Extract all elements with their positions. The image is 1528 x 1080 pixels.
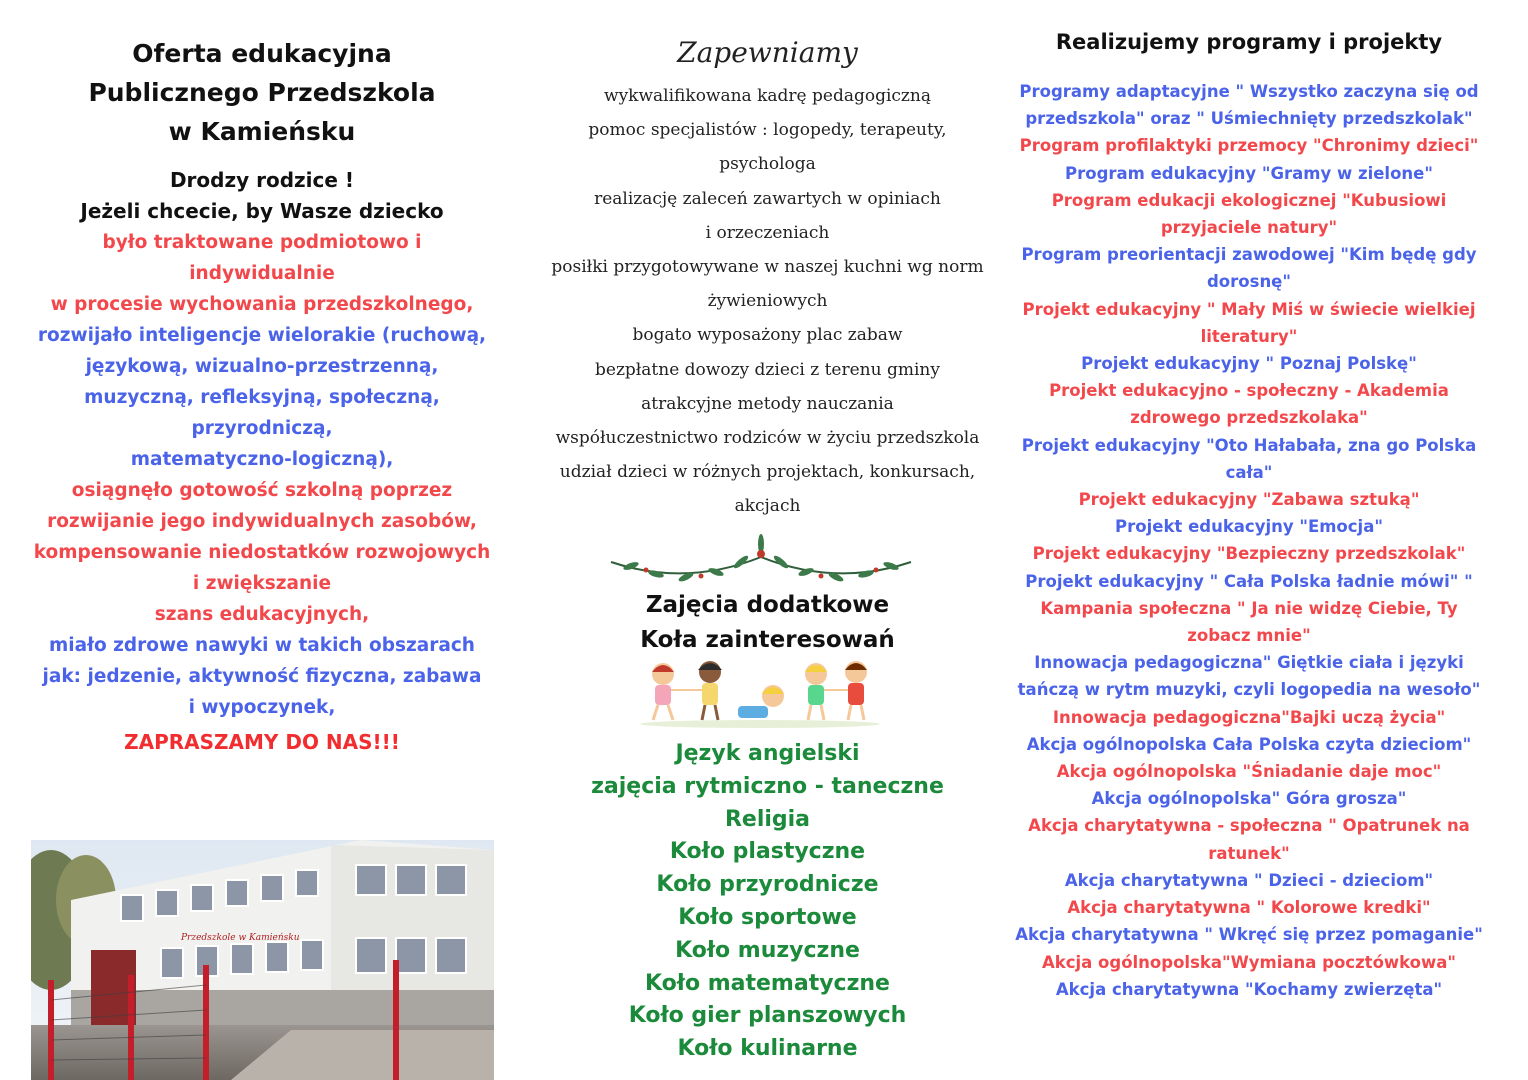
invite-cta: ZAPRASZAMY DO NAS!!! xyxy=(124,730,400,754)
list-item: Projekt edukacyjny "Zabawa sztuką" xyxy=(1078,490,1420,510)
list-item: językową, wizualno-przestrzenną, xyxy=(85,356,439,377)
list-item: udział dzieci w różnych projektach, konkursach, xyxy=(559,462,976,483)
question: Jeżeli chcecie, by Wasze dziecko xyxy=(80,199,444,223)
list-item: jak: jedzenie, aktywność fizyczna, zabawa xyxy=(42,666,482,687)
list-item: Program edukacji ekologicznej "Kubusiowi xyxy=(1051,190,1447,210)
list-item: akcjach xyxy=(734,496,801,517)
list-item: i wypoczynek, xyxy=(188,697,336,718)
programs-title: Realizujemy programy i projekty xyxy=(1055,30,1443,54)
list-item: Język angielski xyxy=(675,741,860,766)
list-item: Akcja ogólnopolska"Wymiana pocztówkowa" xyxy=(1041,952,1456,972)
list-item: zdrowego przedszkolaka" xyxy=(1130,408,1368,428)
list-item: Projekt edukacyjny "Oto Hałabała, zna go Polska xyxy=(1021,435,1477,455)
list-item: Koło przyrodnicze xyxy=(656,872,879,898)
list-item: kompensowanie niedostatków rozwojowych xyxy=(33,542,491,563)
list-item: zajęcia rytmiczno - taneczne xyxy=(591,773,944,799)
extra-classes-list xyxy=(530,738,1005,1066)
list-item: Religia xyxy=(724,806,811,832)
extra-title-line: Zajęcia dodatkowe xyxy=(645,592,890,618)
list-item: Koło muzyczne xyxy=(675,937,860,963)
list-item: żywieniowych xyxy=(707,291,828,312)
list-item: i orzeczeniach xyxy=(705,222,830,243)
list-item: osiągnęło gotowość szkolną poprzez xyxy=(71,480,453,501)
list-item: cała" xyxy=(1225,462,1273,482)
list-item: przyjaciele natury" xyxy=(1160,218,1338,238)
list-item: Akcja charytatywna "Kochamy zwierzęta" xyxy=(1055,979,1443,999)
list-item: było traktowane podmiotowo i xyxy=(102,232,422,253)
list-item: realizację zaleceń zawartych w opiniach xyxy=(594,188,941,209)
list-item: Innowacja pedagogiczna"Bajki uczą życia" xyxy=(1052,707,1446,727)
list-item: bezpłatne dowozy dzieci z terenu gminy xyxy=(595,359,940,380)
list-item: Program edukacyjny "Gramy w zielone" xyxy=(1065,163,1433,183)
provide-list xyxy=(530,79,1005,524)
list-item: Akcja charytatywna " Dzieci - dzieciom" xyxy=(1064,870,1434,890)
list-item: Programy adaptacyjne " Wszystko zaczyna się od xyxy=(1019,82,1479,101)
list-item: Akcja ogólnopolska Cała Polska czyta dzieciom" xyxy=(1026,734,1472,754)
list-item: dorosnę" xyxy=(1207,272,1291,292)
christmas-garland-decoration xyxy=(606,532,916,592)
kids-illustration xyxy=(638,660,883,728)
list-item: i zwiększanie xyxy=(192,573,332,594)
list-item: muzyczną, refleksyjną, społeczną, xyxy=(84,387,440,408)
list-item: Koło plastyczne xyxy=(669,839,866,865)
list-item: wykwalifikowana kadrę pedagogiczną xyxy=(604,86,931,106)
list-item: Projekt edukacyjno - społeczny - Akademia xyxy=(1049,381,1449,401)
list-item: Program preorientacji zawodowej "Kim będę gdy xyxy=(1021,245,1477,265)
extra-classes-title xyxy=(530,588,1005,658)
list-item: Projekt edukacyjny "Bezpieczny przedszkolak" xyxy=(1032,544,1466,564)
list-item: psychologa xyxy=(719,154,816,175)
list-item: Projekt edukacyjny " Mały Miś w świecie wielkiej xyxy=(1022,299,1476,319)
offer-title-line: Publicznego Przedszkola xyxy=(88,78,436,107)
list-item: Akcja ogólnopolska "Śniadanie daje moc" xyxy=(1056,762,1442,782)
list-item: Akcja charytatywna " Kolorowe kredki" xyxy=(1067,898,1431,918)
offer-title-line: Oferta edukacyjna xyxy=(132,39,392,68)
list-item: Koło kulinarne xyxy=(677,1036,858,1062)
list-item: atrakcyjne metody nauczania xyxy=(641,393,894,414)
list-item: Akcja charytatywna - społeczna " Opatrunek na xyxy=(1028,816,1470,836)
list-item: Program profilaktyki przemocy "Chronimy dzieci" xyxy=(1019,136,1479,156)
list-item: Projekt edukacyjny "Emocja" xyxy=(1115,517,1383,537)
list-item: literatury" xyxy=(1200,326,1298,346)
list-item: Innowacja pedagogiczna" Giętkie ciała i języki xyxy=(1034,653,1464,673)
list-item: Koło matematyczne xyxy=(645,970,890,996)
list-item: Koło sportowe xyxy=(678,904,857,930)
programs-list xyxy=(1010,78,1488,1003)
extra-title-line: Koła zainteresowań xyxy=(640,627,895,653)
list-item: szans edukacyjnych, xyxy=(154,604,370,625)
middle-column xyxy=(530,0,1005,1062)
benefits-list xyxy=(22,227,502,723)
list-item: współuczestnictwo rodziców w życiu przedszkola xyxy=(555,428,980,449)
right-column xyxy=(1010,0,1488,1003)
list-item: posiłki przygotowywane w naszej kuchni wg norm xyxy=(551,257,984,278)
list-item: zobacz mnie" xyxy=(1187,626,1311,646)
list-item: Koło gier planszowych xyxy=(628,1003,907,1029)
list-item: miało zdrowe nawyki w takich obszarach xyxy=(49,635,475,656)
list-item: przedszkola" oraz " Uśmiechnięty przedszkolak" xyxy=(1025,109,1473,129)
list-item: w procesie wychowania przedszkolnego, xyxy=(50,294,474,315)
list-item: Kampania społeczna " Ja nie widzę Ciebie, Ty xyxy=(1040,598,1458,618)
list-item: przyrodniczą, xyxy=(191,418,333,439)
kindergarten-building-photo xyxy=(31,840,494,1080)
list-item: pomoc specjalistów : logopedy, terapeuty, xyxy=(588,120,947,141)
offer-title xyxy=(22,34,502,151)
intro xyxy=(22,165,502,227)
list-item: bogato wyposażony plac zabaw xyxy=(632,325,903,346)
list-item: matematyczno-logiczną), xyxy=(130,449,394,470)
list-item: Projekt edukacyjny " Poznaj Polskę" xyxy=(1081,354,1417,374)
list-item: rozwijało inteligencje wielorakie (ruchową, xyxy=(37,325,487,346)
building-sign: Przedszkole w Kamieńsku xyxy=(181,933,300,943)
list-item: rozwijanie jego indywidualnych zasobów, xyxy=(47,511,477,532)
left-column xyxy=(22,0,502,759)
provide-title: Zapewniamy xyxy=(677,36,858,69)
list-item: tańczą w rytm muzyki, czyli logopedia na wesoło" xyxy=(1017,680,1481,700)
list-item: Akcja charytatywna " Wkręć się przez pomaganie" xyxy=(1015,925,1483,945)
list-item: indywidualnie xyxy=(189,263,335,284)
list-item: Projekt edukacyjny " Cała Polska ładnie mówi" " xyxy=(1025,571,1473,591)
offer-title-line: w Kamieńsku xyxy=(168,117,356,146)
greeting: Drodzy rodzice ! xyxy=(169,168,355,192)
list-item: ratunek" xyxy=(1208,843,1290,863)
list-item: Akcja ogólnopolska" Góra grosza" xyxy=(1091,789,1407,809)
